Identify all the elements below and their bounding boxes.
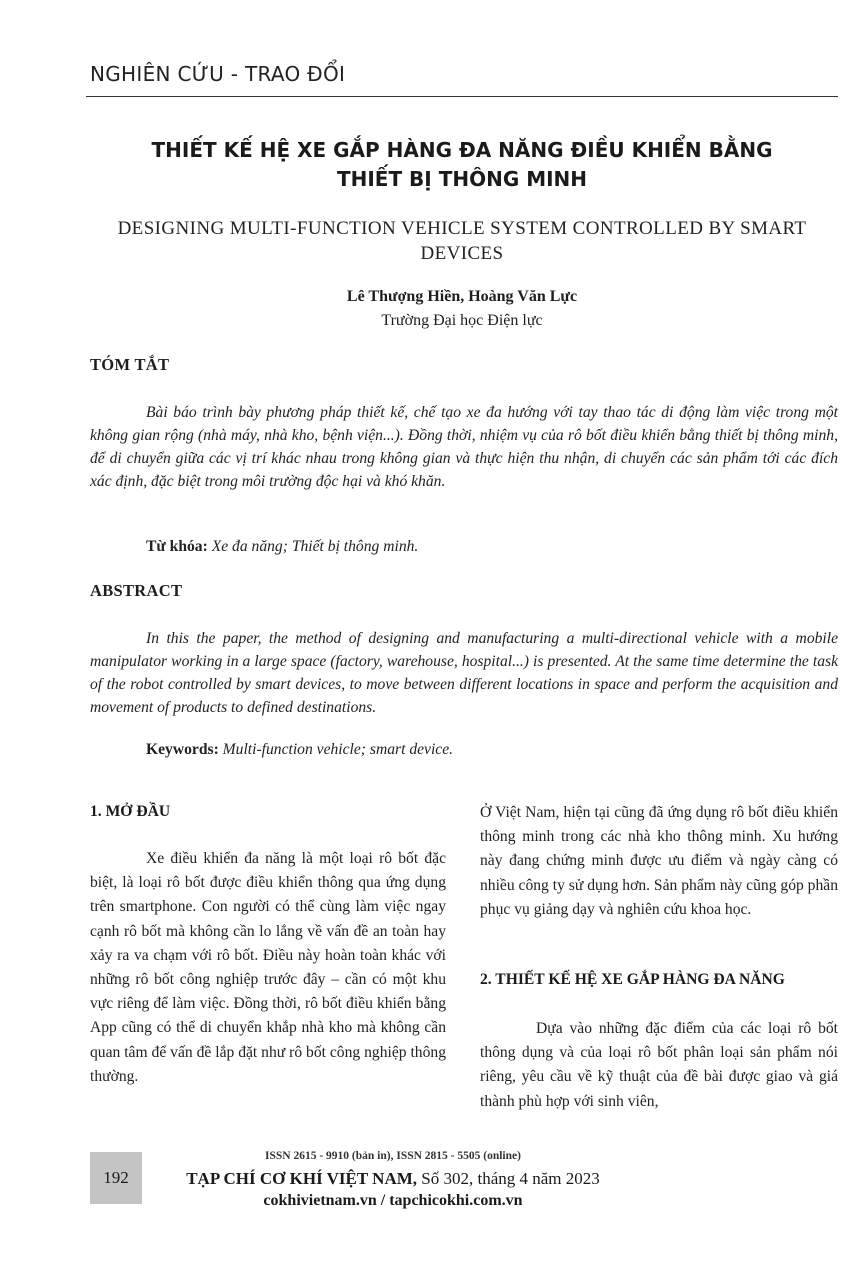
- footer-journal: [160, 1169, 626, 1189]
- page-number: 192: [90, 1152, 142, 1204]
- abstract-text: In this the paper, the method of designing and manufacturing a multi-directional vehicle with a mobile manipulator working in a large space (factory, warehouse, hospital...) is presented. At the same time determine the task of the robot controlled by smart devices, to move between different locations in space and perform the acquisition and movement of products to defined destinations.: [90, 630, 838, 716]
- title-vn-line-2: THIẾT BỊ THÔNG MINH: [336, 167, 588, 191]
- summary-heading: TÓM TẮT: [90, 355, 170, 374]
- footer-website: cokhivietnam.vn / tapchicokhi.com.vn: [263, 1192, 523, 1209]
- section-1-text-right: Ở Việt Nam, hiện tại cũng đã ứng dụng rô bốt điều khiển thông minh trong các nhà kho thông minh. Xu hướng này đang chứng minh được ưu điểm và ngày càng có nhiều công ty sử dụng hơn. Sản phẩm này cũng góp phần phục vụ giảng dạy và nghiên cứu khoa học.: [480, 804, 838, 918]
- keywords-vn-label: Từ khóa:: [146, 538, 208, 555]
- title-english: [86, 216, 838, 266]
- affiliation: Trường Đại học Điện lực: [381, 312, 543, 329]
- title-en-line-2: DEVICES: [420, 243, 504, 264]
- summary-text: Bài báo trình bày phương pháp thiết kế, chế tạo xe đa hướng với tay thao tác di động làm việc trong một không gian rộng (nhà máy, nhà kho, bệnh viện...). Đồng thời, nhiệm vụ của rô bốt điều khiển bằng thiết bị thông minh, để di chuyển giữa các vị trí khác nhau trong không gian và thực hiện thu nhận, di chuyển các sản phẩm tới các đích xác định, đặc biệt trong môi trường độc hại và khó khăn.: [90, 404, 838, 490]
- section-header: NGHIÊN CỨU - TRAO ĐỔI: [90, 62, 346, 86]
- abstract-heading: ABSTRACT: [90, 581, 183, 600]
- title-vietnamese: [86, 136, 838, 194]
- section-2-heading: 2. THIẾT KẾ HỆ XE GẮP HÀNG ĐA NĂNG: [480, 971, 785, 988]
- keywords-vn: [146, 538, 836, 556]
- keywords-en: [146, 741, 836, 759]
- header-divider: [86, 96, 838, 97]
- title-en-line-1: DESIGNING MULTI-FUNCTION VEHICLE SYSTEM CONTROLLED BY SMART: [117, 218, 807, 239]
- authors: Lê Thượng Hiền, Hoàng Văn Lực: [346, 288, 578, 305]
- keywords-vn-value: Xe đa năng; Thiết bị thông minh.: [211, 538, 419, 555]
- section-2-text: Dựa vào những đặc điểm của các loại rô bốt thông dụng và của loại rô bốt phân loại sản phẩm nói riêng, yêu cầu về kỹ thuật của đề bài được giao và giá thành phù hợp với sinh viên,: [480, 1020, 838, 1110]
- section-1-text-left: Xe điều khiển đa năng là một loại rô bốt đặc biệt, là loại rô bốt được điều khiển thông qua ứng dụng trên smartphone. Con người có thể cùng làm việc ngay cạnh rô bốt mà không cần lo lắng về vấn đề an toàn hay xảy ra va chạm với rô bốt. Điều này hoàn toàn khác với những rô bốt công nghiệp trước đây – cần có một khu vực riêng để làm việc. Đồng thời, rô bốt điều khiển bằng App cũng có thể di chuyển khắp nhà kho mà không cần quan tâm để vấn đề lắp đặt như rô bốt công nghiệp thông thường.: [90, 850, 446, 1085]
- section-1-heading: 1. MỞ ĐẦU: [90, 803, 171, 820]
- footer-issn: ISSN 2615 - 9910 (bản in), ISSN 2815 - 5505 (online): [265, 1150, 521, 1162]
- keywords-en-value: Multi-function vehicle; smart device.: [222, 741, 454, 758]
- journal-issue: Số 302, tháng 4 năm 2023: [417, 1169, 600, 1188]
- journal-name: TẠP CHÍ CƠ KHÍ VIỆT NAM,: [186, 1169, 418, 1188]
- keywords-en-label: Keywords:: [146, 741, 219, 758]
- title-vn-line-1: THIẾT KẾ HỆ XE GẮP HÀNG ĐA NĂNG ĐIỀU KHIỂN BẰNG: [151, 138, 773, 162]
